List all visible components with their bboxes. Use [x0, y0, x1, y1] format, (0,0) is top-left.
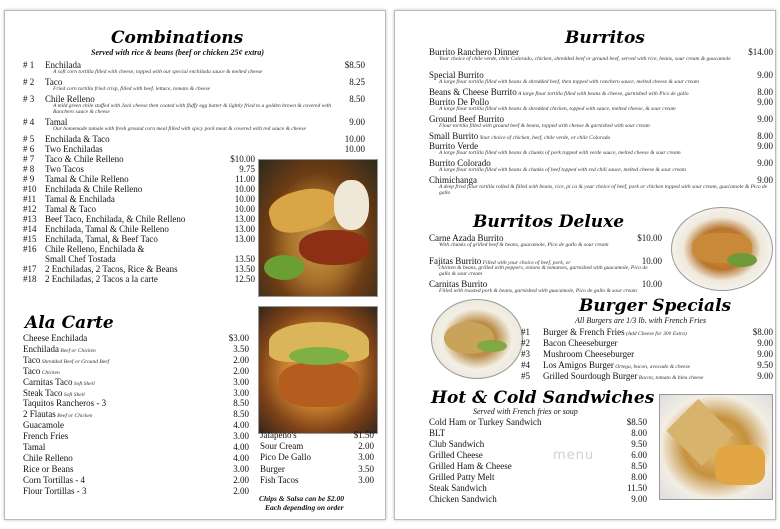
menu-item: [429, 483, 647, 493]
sandwich-photo: [659, 394, 773, 500]
item-price: 8.00: [757, 131, 773, 141]
item-name: Jalapeno's: [260, 430, 297, 440]
item-price: $3.00: [228, 333, 249, 343]
item-number: #11: [23, 194, 37, 204]
item-price: 6.00: [631, 450, 647, 460]
item-name: Burger: [260, 463, 285, 474]
item-price: 3.00: [358, 452, 374, 463]
item-description: Fried corn tortilla fried crisp, filled with beef, lettuce, tomato & cheese: [53, 86, 211, 92]
item-number: #10: [23, 184, 37, 194]
item-name: Burger & French Fries: [543, 327, 625, 337]
item-name: Flour Tortillas - 3: [23, 485, 87, 496]
item-name: Ground Beef Burrito: [429, 114, 504, 124]
item-price: 9.00: [757, 141, 773, 151]
item-price: 4.00: [233, 442, 249, 452]
item-description: chicken & beans, grilled with peppers, onions & tomatoes, garnished with guacamole, Pico de gallo & sour cream: [439, 265, 648, 277]
item-name: Mushroom Cheeseburger: [543, 349, 635, 359]
item-name: Small Chef Tostada: [45, 254, 116, 264]
item-price: 9.00: [757, 349, 773, 359]
item-name: French Fries: [23, 431, 69, 442]
item-inline-desc: Ortega, bacon, avocado & cheese: [613, 364, 691, 370]
item-price: 4.00: [233, 420, 249, 431]
chips-note-2: Each depending on order: [265, 503, 344, 512]
item-price: $8.50: [344, 60, 365, 70]
item-price: 10.00: [641, 256, 662, 266]
item-price: 3.50: [233, 343, 249, 354]
item-price: 9.00: [757, 97, 773, 107]
item-price: 13.00: [234, 224, 255, 234]
item-price: 3.50: [358, 463, 374, 474]
item-name: Bacon Cheeseburger: [543, 338, 618, 348]
item-number: # 3: [23, 94, 35, 104]
menu-item: [521, 349, 773, 359]
item-description: With chunks of grilled beef & beans, guacamole, Pico de gallo & sour cream: [439, 242, 609, 248]
item-number: #1: [521, 327, 530, 337]
menu-item: [23, 164, 255, 174]
menu-item: [23, 486, 249, 496]
item-name: Fajitas Burrito: [429, 256, 482, 266]
item-name: Burrito Ranchero Dinner: [429, 47, 519, 57]
item-note: Soft Shell: [62, 391, 85, 398]
item-price: 2.00: [233, 485, 249, 496]
item-number: # 9: [23, 174, 35, 184]
menu-item: [23, 204, 255, 214]
item-description: Filled with roasted pork & beans, garnished with guacamole, Pico de gallo & sour cream: [439, 288, 637, 294]
item-price: 9.00: [349, 117, 365, 127]
item-name: Chile Relleno, Enchilada &: [45, 244, 145, 254]
menu-item: [23, 453, 249, 463]
item-name: Grilled Sourdough Burger: [543, 371, 638, 381]
item-name: Chimichanga: [429, 175, 477, 185]
item-name: Cheese Enchilada: [23, 333, 88, 343]
item-price: $1.50: [353, 430, 374, 440]
menu-item: [429, 417, 647, 427]
item-name: BLT: [429, 428, 446, 438]
sandwiches-title: Hot & Cold Sandwiches: [431, 388, 655, 408]
item-description: Flour tortilla filled with ground beef & beans, topped with cheese & garnished with sour cream: [439, 123, 650, 129]
item-name: Taquitos Rancheros - 3: [23, 398, 107, 409]
item-name: Two Enchiladas: [45, 144, 103, 154]
item-price: 2.00: [233, 354, 249, 365]
item-name: Enchilada, Tamal, & Beef Taco: [45, 234, 158, 244]
menu-item: [23, 475, 249, 485]
item-name: Tamal & Chile Relleno: [45, 174, 129, 184]
item-number: #13: [23, 214, 37, 224]
item-inline-desc: Your choice of chicken, beef, chile verde, or chile Colorado: [478, 135, 611, 141]
item-name: Taco: [23, 365, 41, 376]
menu-item: [260, 430, 374, 440]
combinations-subtitle: Served with rice & beans (beef or chicken 25¢ extra): [91, 48, 265, 57]
item-price: 11.50: [627, 483, 647, 493]
item-name: 2 Flautas: [23, 409, 56, 420]
item-name: Cold Ham or Turkey Sandwich: [429, 417, 542, 427]
item-number: #5: [521, 371, 530, 381]
item-name: Guacamole: [23, 420, 64, 431]
item-number: #2: [521, 338, 530, 348]
item-price: $8.50: [626, 417, 647, 427]
item-price: 9.00: [631, 494, 647, 504]
item-number: #12: [23, 204, 37, 214]
item-name: Carne Azada Burrito: [429, 233, 504, 243]
left-menu-page: [4, 10, 386, 520]
menu-item: [23, 254, 255, 264]
item-name: Burrito Verde: [429, 141, 479, 151]
item-price: $10.00: [637, 233, 662, 243]
burger-specials-subtitle: All Burgers are 1/3 lb. with French Fries: [575, 316, 707, 325]
item-price: 13.00: [234, 234, 255, 244]
item-price: 11.00: [235, 174, 255, 184]
item-price: $10.00: [230, 154, 255, 164]
menu-item: [23, 244, 255, 254]
item-price: 3.00: [233, 376, 249, 387]
item-price: 13.50: [234, 254, 255, 264]
item-price: 8.50: [233, 409, 249, 420]
menu-item: [23, 214, 255, 224]
item-price: 9.00: [757, 338, 773, 348]
burrito-deluxe-photo: [671, 207, 773, 291]
menu-item: [521, 371, 773, 383]
item-price: 3.00: [358, 474, 374, 485]
item-number: #3: [521, 349, 530, 359]
item-name: Enchilada: [45, 60, 81, 70]
menu-item: [23, 274, 255, 284]
item-name: Taco: [23, 354, 41, 365]
item-description: A large flour tortilla filled with beans & chunks of beef topped with red chili sauce, melted cheese & sour cream: [439, 167, 686, 173]
item-price: 10.00: [234, 184, 255, 194]
item-name: Tamal & Enchilada: [45, 194, 115, 204]
menu-item: [23, 398, 249, 408]
item-note: Beef or Chicken: [58, 347, 96, 354]
item-name: Rice or Beans: [23, 463, 74, 474]
item-name: Burrito De Pollo: [429, 97, 489, 107]
item-inline-desc: (Add Cheese for 30¢ Extra): [624, 331, 687, 337]
chips-note: Chips & Salsa can be $2.00: [259, 494, 345, 503]
menu-item: [429, 461, 647, 471]
item-number: # 1: [23, 60, 35, 70]
item-name: Chile Relleno: [45, 94, 95, 104]
item-name: Grilled Ham & Cheese: [429, 461, 512, 471]
menu-item: [260, 475, 374, 485]
menu-item: [23, 154, 255, 164]
item-inline-desc: Filled with your choice of beef, pork, or: [481, 260, 571, 266]
item-price: 8.50: [631, 461, 647, 471]
item-price: 13.50: [234, 264, 255, 274]
menu-item: [23, 442, 249, 452]
item-price: 12.50: [234, 274, 255, 284]
item-name: Small Burrito: [429, 131, 479, 141]
item-name: Beans & Cheese Burrito: [429, 87, 517, 97]
item-name: Special Burrito: [429, 70, 484, 80]
item-name: 2 Enchiladas, 2 Tacos, Rice & Beans: [45, 264, 178, 274]
menu-item: [23, 464, 249, 474]
item-name: Fish Tacos: [260, 474, 299, 485]
item-name: Enchilada: [23, 343, 59, 354]
item-note: Chicken: [40, 369, 60, 376]
item-price: $14.00: [748, 47, 773, 57]
menu-item: [429, 494, 647, 504]
item-name: Enchilada & Chile Relleno: [45, 184, 143, 194]
item-number: # 6: [23, 144, 35, 154]
item-price: 2.00: [233, 365, 249, 376]
menu-item: [429, 472, 647, 482]
item-number: #17: [23, 264, 37, 274]
item-description: Your choice of chile verde, chile Colorado, chicken, shredded beef or ground beef, served with rice, beans, sour cream & guacamole: [439, 56, 731, 62]
burritos-title: Burritos: [565, 28, 645, 48]
burger-specials-title: Burger Specials: [579, 296, 732, 316]
menu-item: [429, 450, 647, 460]
menu-item: [23, 174, 255, 184]
item-name: Taco: [45, 77, 63, 87]
item-name: Burrito Colorado: [429, 158, 491, 168]
menu-item: [260, 464, 374, 474]
item-price: 10.00: [344, 144, 365, 154]
sandwiches-subtitle: Served with French fries or soup: [473, 407, 578, 416]
item-name: Los Amigos Burger: [543, 360, 614, 370]
item-description: A large flour tortilla filled with beans & shredded chicken, topped with sauce, melted cheese, & sour cream: [439, 106, 676, 112]
item-name: Tamal & Taco: [45, 204, 97, 214]
item-description: A mild green chile stuffed with Jack cheese then coated with fluffy egg batter & lightly fried to a golden brown & covered with Ranchero sauce & cheese: [53, 103, 332, 115]
burger-photo: [431, 299, 523, 379]
item-price: 9.00: [757, 371, 773, 381]
menu-item: [23, 194, 255, 204]
item-name: 2 Enchiladas, 2 Tacos a la carte: [45, 274, 158, 284]
item-name: Corn Tortillas - 4: [23, 474, 85, 485]
item-name: Two Tacos: [45, 164, 84, 174]
item-price: 9.00: [757, 158, 773, 168]
watermark: menu: [553, 448, 595, 463]
menu-item: [23, 224, 255, 234]
menu-item: [23, 431, 249, 441]
item-name: Enchilada & Taco: [45, 134, 110, 144]
item-price: 2.00: [358, 441, 374, 452]
item-price: 8.50: [233, 398, 249, 409]
item-number: #4: [521, 360, 530, 370]
item-number: # 5: [23, 134, 35, 144]
item-price: 2.00: [233, 474, 249, 485]
menu-item: [521, 338, 773, 348]
item-name: Sour Cream: [260, 441, 304, 452]
item-price: $8.00: [752, 327, 773, 337]
combinations-title: Combinations: [111, 28, 244, 48]
item-inline-desc: A large flour tortilla filled with beans & cheese, garnished with Pico de gallo: [516, 91, 689, 97]
item-price: 10.00: [234, 194, 255, 204]
item-price: 9.50: [757, 360, 773, 370]
item-price: 3.00: [233, 431, 249, 442]
menu-item: [23, 333, 249, 343]
item-number: # 2: [23, 77, 35, 87]
item-price: 8.00: [631, 472, 647, 482]
ala-carte-title: Ala Carte: [25, 313, 114, 333]
menu-item: [23, 184, 255, 194]
item-inline-desc: Bacon, tomato & bleu cheese: [637, 375, 704, 381]
item-name: Chile Relleno: [23, 452, 73, 463]
menu-item: [429, 428, 647, 438]
item-description: A soft corn tortilla filled with cheese, topped with our special enchilada sauce & melted cheese: [53, 69, 263, 75]
item-number: #14: [23, 224, 37, 234]
item-name: Steak Taco: [23, 387, 63, 398]
item-price: 9.00: [757, 175, 773, 185]
item-name: Grilled Patty Melt: [429, 472, 495, 482]
item-name: Tamal: [45, 117, 68, 127]
menu-item: [23, 420, 249, 430]
item-price: 9.00: [757, 114, 773, 124]
item-price: 13.00: [234, 214, 255, 224]
item-name: Taco & Chile Relleno: [45, 154, 124, 164]
menu-item: [260, 452, 374, 462]
menu-item: [23, 134, 365, 144]
tacos-photo: [258, 306, 378, 434]
menu-item: [23, 144, 365, 154]
item-name: Club Sandwich: [429, 439, 485, 449]
item-number: # 4: [23, 117, 35, 127]
item-price: 8.00: [757, 87, 773, 97]
item-description: A large flour tortilla filled with beans & chunks of pork topped with verde sauce, melted cheese & sour cream: [439, 150, 681, 156]
item-price: 3.00: [233, 387, 249, 398]
item-name: Pico De Gallo: [260, 452, 311, 463]
item-price: 9.00: [757, 70, 773, 80]
item-number: # 7: [23, 154, 35, 164]
item-price: 10.00: [234, 204, 255, 214]
item-name: Beef Taco, Enchilada, & Chile Relleno: [45, 214, 186, 224]
item-name: Carnitas Burrito: [429, 279, 488, 289]
item-description: Our homemade tamale with fresh ground corn meal filled with spicy pork meat & covered with red sauce & cheese: [53, 126, 306, 132]
item-note: Soft Shell: [72, 380, 95, 387]
item-price: 10.00: [641, 279, 662, 289]
item-price: 9.75: [239, 164, 255, 174]
menu-item: [23, 264, 255, 274]
item-price: 8.50: [349, 94, 365, 104]
item-number: #16: [23, 244, 37, 254]
item-price: 10.00: [344, 134, 365, 144]
item-note: Shredded Beef or Ground Beef: [40, 358, 110, 365]
item-number: #18: [23, 274, 37, 284]
item-name: Chicken Sandwich: [429, 494, 497, 504]
combination-plate-photo: [258, 159, 378, 297]
menu-item: [260, 441, 374, 451]
item-name: Enchilada, Tamal & Chile Relleno: [45, 224, 169, 234]
item-description: A large flour tortilla filled with beans & shredded beef, then topped with ranchero sauce, melted cheese & sour cream: [439, 79, 699, 85]
right-menu-page: [394, 10, 776, 520]
item-price: 8.25: [349, 77, 365, 87]
burritos-deluxe-title: Burritos Deluxe: [473, 212, 625, 232]
item-name: Carnitas Taco: [23, 376, 73, 387]
menu-item: [23, 234, 255, 244]
item-number: # 8: [23, 164, 35, 174]
item-name: Steak Sandwich: [429, 483, 487, 493]
item-name: Grilled Cheese: [429, 450, 483, 460]
item-description: A deep fried flour tortilla rolled & filled with beans, rice, pi ca & your choice of beef, pork or chicken topped with sour cream, guacamole & Pico de gallo: [439, 184, 768, 196]
item-name: Tamal: [23, 442, 46, 452]
item-price: 4.00: [233, 452, 249, 463]
item-price: 8.00: [631, 428, 647, 438]
item-price: 9.50: [631, 439, 647, 449]
item-number: #15: [23, 234, 37, 244]
item-note: Beef or Chicken: [55, 413, 93, 420]
item-price: 3.00: [233, 463, 249, 474]
menu-item: [429, 439, 647, 449]
